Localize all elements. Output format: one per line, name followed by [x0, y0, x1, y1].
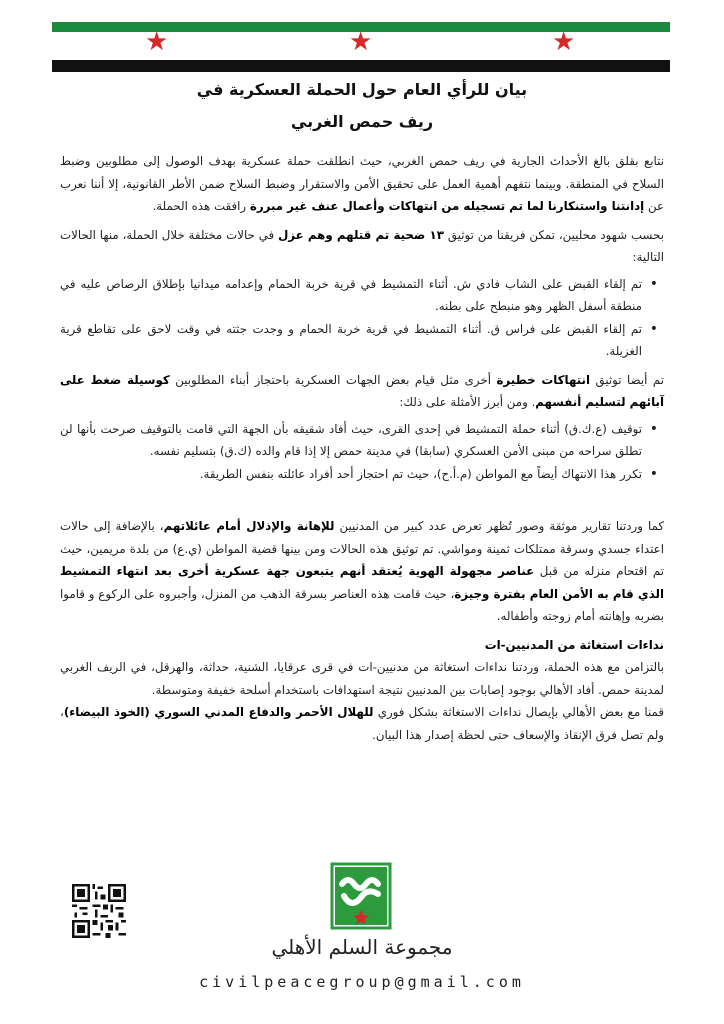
civil-peace-group-logo — [330, 862, 392, 930]
flag-black-band — [52, 60, 670, 72]
list-item: • توقيف (ع.ك.ق) أثناء حملة التمشيط في إحدى القرى، حيث أفاد شقيقه بأن الجهة التي قامت بالتوقيف صرحت بأنها لن تطلق سراحه من مبنى الأمن العسكري (سابقا) في مدينة حمص إلا إذا قام والده (ك.ق) بتسليم نفسه. — [60, 418, 642, 463]
violations-paragraph: تم أيضا توثيق انتهاكات خطيرة أخرى مثل قيام بعض الجهات العسكرية باحتجاز أبناء المطلوبين كوسيلة ضغط على آبائهم لتسليم أنفسهم. ومن أبرز الأمثلة على ذلك: — [60, 372, 664, 409]
syrian-flag-banner — [52, 22, 670, 72]
red-star-icon: ★ — [145, 27, 169, 57]
statement-title-line2: ريف حمص الغربي — [290, 112, 434, 131]
victims-paragraph: بحسب شهود محليين، تمكن فريقنا من توثيق ١٣ ضحية تم قتلهم وهم عزل في حالات مختلفة خلال الحملة، منها الحالات التالية: — [60, 227, 664, 264]
qr-code-icon — [72, 884, 126, 938]
victims-count-text: ١٣ ضحية تم قتلهم وهم عزل — [278, 227, 444, 242]
red-star-icon: ★ — [552, 27, 576, 57]
organization-name: مجموعة السلم الأهلي — [271, 935, 453, 959]
red-star-icon: ★ — [349, 27, 373, 57]
detentions-list — [60, 418, 664, 486]
list-item: • تم إلقاء القبض على فراس ق. أثناء التمشيط في قرية خربة الحمام و وجدت جثته في وقت لاحق على تقاطع قرية الغزيلة. — [60, 318, 642, 363]
abuse-paragraph: كما وردتنا تقارير موثقة وصور تُظهر تعرض عدد كبير من المدنيين للإهانة والإذلال أمام عائلاتهم، بالإضافة إلى حالات اعتداء جسدي وسرقة ممتلكات ثمينة ومواشي. تم توثيق هذه الحالات ومن بينها قضية المواطن (ي.ع) من بلدة مريمين، حيث تم اقتحام منزله من قبل عناصر مجهولة الهوية يُعتقد أنهم يتبعون جهة عسكرية أخرى بعد انتهاء التمشيط الذي قام به الأمن العام بفترة وجيزة، حيث قامت هذه العناصر بسرقة الذهب من المنزل، وأجبروه على الركوع و قاموا بضربه وإهانته أمام زوجته وأطفاله. — [60, 519, 665, 623]
statement-title-line1: بيان للرأي العام حول الحملة العسكرية في — [196, 80, 528, 99]
distress-paragraph: بالتزامن مع هذه الحملة، وردتنا نداءات استغاثة من مدنيين-ات في قرى عرقايا، الشنية، حداثة، والهرقل، في الريف الغربي لمدينة حمص. أفاد الأهالي بوجود إصابات بين المدنيين نتيجة استهدافات باستخدام أسلحة خفيفة ومتوسطة. — [60, 660, 664, 697]
contact-email[interactable]: civilpeacegroup@gmail.com — [199, 973, 525, 991]
statement-body — [60, 150, 664, 746]
list-item: • تم إلقاء القبض على الشاب فادي ش. أثناء التمشيط في قرية خربة الحمام وإعدامه ميدانيا بإطلاق الرصاص عليه في منطقة أسفل الظهر وهو منبطح على بطنه. — [60, 273, 642, 318]
killings-list — [60, 273, 664, 363]
section-heading: نداءات استغاثة من المدنيين-ات — [484, 637, 664, 652]
list-item: • تكرر هذا الانتهاك أيضاً مع المواطن (م.أ.ح)، حيث تم احتجاز أحد أفراد عائلته بنفس الطريقة. — [60, 463, 642, 486]
condemnation-text: إدانتنا واستنكارنا لما تم تسجيله من انتهاكات وأعمال عنف غير مبررة — [249, 199, 645, 213]
intro-paragraph: نتابع بقلق بالغ الأحداث الجارية في ريف حمص الغربي، حيث انطلقت حملة عسكرية بهدف الوصول إلى مطلوبين وضبط السلاح في المنطقة. وبينما نتفهم أهمية العمل على تحقيق الأمن والاستقرار وضبط السلاح ضمن الأطر القانونية، إلا أننا نعرب عن إدانتنا واستنكارنا لما تم تسجيله من انتهاكات وأعمال عنف غير مبررة رافقت هذه الحملة. — [60, 154, 664, 213]
rescue-paragraph: قمنا مع بعض الأهالي بإيصال نداءات الاستغاثة بشكل فوري للهلال الأحمر والدفاع المدني السوري (الخوذ البيضاء)، ولم تصل فرق الإنقاذ والإسعاف حتى لحظة إصدار هذا البيان. — [60, 705, 665, 742]
